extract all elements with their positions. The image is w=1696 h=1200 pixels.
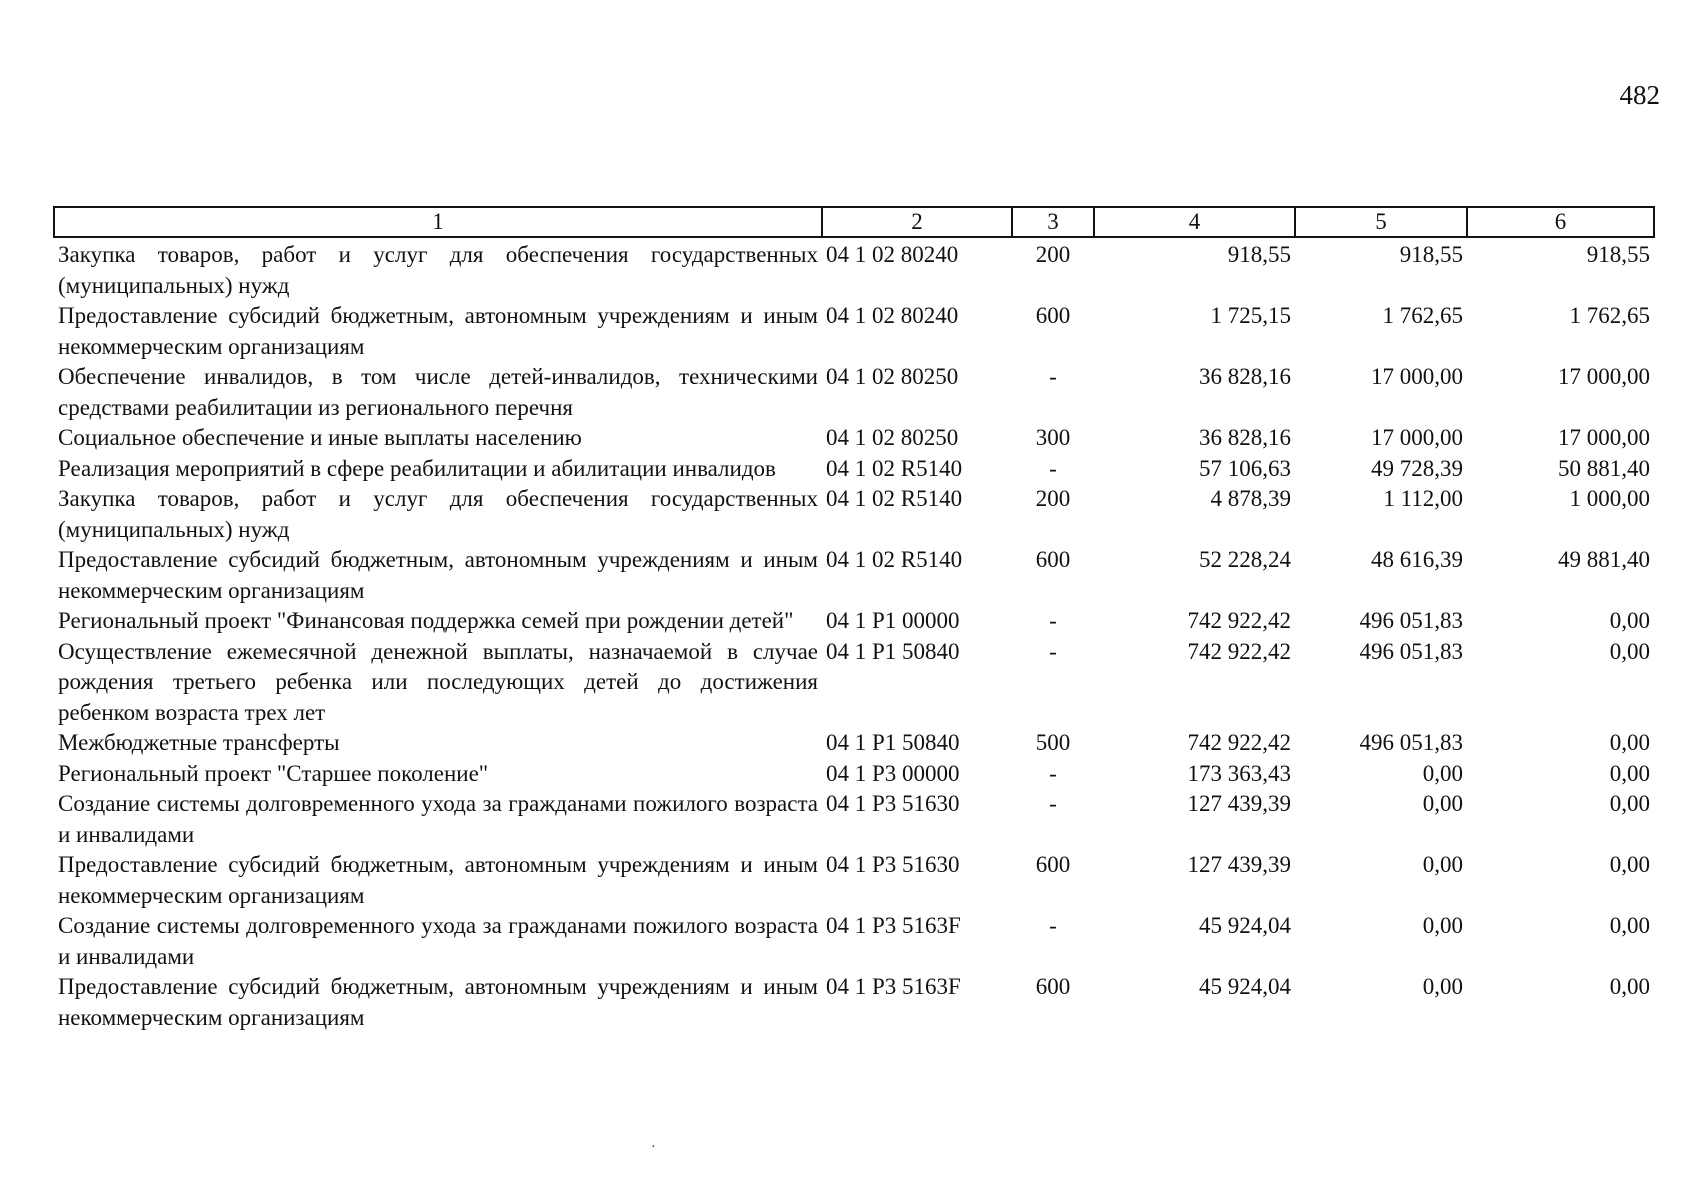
cell-value-5: 1 112,00 <box>1383 486 1463 511</box>
cell-name: Предоставление субсидий бюджетным, автономным учреждениям и иным некоммерческим организациям <box>58 303 818 359</box>
table-header <box>54 207 1654 237</box>
cell-name: Создание системы долговременного ухода за гражданами пожилого возраста и инвалидами <box>58 791 818 847</box>
cell-value-6: 17 000,00 <box>1558 364 1650 389</box>
cell-name: Закупка товаров, работ и услуг для обеспечения государственных (муниципальных) нужд <box>58 242 818 298</box>
table-row <box>54 850 1654 911</box>
cell-value-6: 0,00 <box>1609 608 1650 633</box>
cell-value-6: 50 881,40 <box>1558 455 1650 481</box>
cell-name: Социальное обеспечение и иные выплаты населению <box>58 425 582 450</box>
cell-value-5: 49 728,39 <box>1371 455 1463 481</box>
cell-type: - <box>1049 455 1057 481</box>
cell-value-4: 127 439,39 <box>1187 852 1291 877</box>
cell-type: 300 <box>1035 425 1071 450</box>
cell-value-4: 742 922,42 <box>1187 638 1291 664</box>
cell-value-5: 0,00 <box>1422 791 1463 816</box>
cell-code: 04 1 02 R5140 <box>826 455 963 481</box>
cell-value-5: 496 051,83 <box>1359 638 1463 664</box>
cell-code: 04 1 P1 50840 <box>826 638 960 664</box>
cell-value-6: 0,00 <box>1609 974 1650 999</box>
page-number: 482 <box>1619 80 1660 110</box>
cell-type: 600 <box>1035 852 1071 877</box>
header-col-5: 5 <box>1295 207 1467 237</box>
header-col-2: 2 <box>822 207 1012 237</box>
cell-value-4: 173 363,43 <box>1187 760 1291 786</box>
table-row <box>54 972 1654 1033</box>
cell-name: Обеспечение инвалидов, в том числе детей-инвалидов, техническими средствами реабилитации из регионального перечня <box>58 364 818 420</box>
header-col-3: 3 <box>1012 207 1094 237</box>
cell-value-5: 48 616,39 <box>1371 547 1463 572</box>
cell-value-6: 1 000,00 <box>1569 486 1650 511</box>
table-row <box>54 637 1654 729</box>
cell-name: Предоставление субсидий бюджетным, автономным учреждениям и иным некоммерческим организациям <box>58 547 818 603</box>
cell-code: 04 1 P3 51630 <box>826 852 960 877</box>
cell-value-4: 45 924,04 <box>1199 913 1291 938</box>
cell-value-5: 0,00 <box>1422 760 1463 786</box>
cell-code: 04 1 02 80250 <box>826 425 959 450</box>
cell-value-6: 918,55 <box>1586 242 1650 267</box>
cell-value-4: 1 725,15 <box>1210 303 1291 328</box>
cell-name: Региональный проект "Финансовая поддержка семей при рождении детей" <box>58 608 794 633</box>
cell-type: - <box>1049 608 1057 633</box>
cell-value-5: 0,00 <box>1422 913 1463 938</box>
cell-code: 04 1 P3 5163F <box>826 913 961 938</box>
table-row <box>54 454 1654 485</box>
cell-type: 200 <box>1035 486 1071 511</box>
cell-name: Межбюджетные трансферты <box>58 730 340 755</box>
cell-type: - <box>1049 638 1057 664</box>
header-col-6: 6 <box>1467 207 1654 237</box>
cell-name: Закупка товаров, работ и услуг для обеспечения государственных (муниципальных) нужд <box>58 486 818 542</box>
table-body <box>54 237 1654 1033</box>
cell-value-5: 0,00 <box>1422 974 1463 999</box>
table-row <box>54 484 1654 545</box>
cell-value-6: 1 762,65 <box>1569 303 1650 328</box>
table-row <box>54 911 1654 972</box>
cell-value-4: 742 922,42 <box>1187 608 1291 633</box>
cell-code: 04 1 P3 51630 <box>826 791 960 816</box>
cell-value-4: 127 439,39 <box>1187 791 1291 816</box>
cell-type: 600 <box>1035 303 1071 328</box>
cell-type: - <box>1049 913 1057 938</box>
scan-speck: · <box>651 1140 656 1155</box>
cell-code: 04 1 02 80240 <box>826 242 959 267</box>
cell-code: 04 1 02 80240 <box>826 303 959 328</box>
cell-code: 04 1 P3 5163F <box>826 974 961 999</box>
cell-code: 04 1 P1 00000 <box>826 608 960 633</box>
table-row <box>54 789 1654 850</box>
cell-name: Предоставление субсидий бюджетным, автономным учреждениям и иным некоммерческим организациям <box>58 974 818 1030</box>
cell-name: Осуществление ежемесячной денежной выплаты, назначаемой в случае рождения третьего ребенка или последующих детей до достижения ребенком возраста трех лет <box>58 638 818 725</box>
cell-value-4: 36 828,16 <box>1199 425 1291 450</box>
cell-value-5: 0,00 <box>1422 852 1463 877</box>
cell-type: 600 <box>1035 547 1071 572</box>
cell-value-4: 57 106,63 <box>1199 455 1291 481</box>
table-row <box>54 545 1654 606</box>
cell-type: 600 <box>1035 974 1071 999</box>
header-row <box>54 207 1654 237</box>
header-col-1: 1 <box>54 207 822 237</box>
cell-value-6: 0,00 <box>1609 913 1650 938</box>
cell-code: 04 1 02 R5140 <box>826 547 963 572</box>
cell-type: - <box>1049 760 1057 786</box>
cell-value-4: 52 228,24 <box>1199 547 1291 572</box>
cell-value-5: 918,55 <box>1399 242 1463 267</box>
cell-value-4: 36 828,16 <box>1199 364 1291 389</box>
cell-value-5: 496 051,83 <box>1359 730 1463 755</box>
budget-table <box>53 206 1655 1033</box>
cell-name: Предоставление субсидий бюджетным, автономным учреждениям и иным некоммерческим организациям <box>58 852 818 908</box>
table-row <box>54 606 1654 637</box>
cell-value-4: 742 922,42 <box>1187 730 1291 755</box>
cell-value-5: 1 762,65 <box>1382 303 1463 328</box>
cell-value-6: 0,00 <box>1609 760 1650 786</box>
cell-value-6: 0,00 <box>1609 638 1650 664</box>
cell-value-5: 17 000,00 <box>1371 425 1463 450</box>
cell-name: Региональный проект "Старшее поколение" <box>58 760 489 786</box>
cell-value-6: 0,00 <box>1609 791 1650 816</box>
cell-value-6: 0,00 <box>1609 730 1650 755</box>
cell-value-5: 496 051,83 <box>1359 608 1463 633</box>
cell-code: 04 1 02 R5140 <box>826 486 963 511</box>
cell-value-4: 918,55 <box>1227 242 1291 267</box>
table-row <box>54 301 1654 362</box>
cell-value-5: 17 000,00 <box>1371 364 1463 389</box>
table-row <box>54 237 1654 301</box>
header-col-4: 4 <box>1094 207 1295 237</box>
cell-code: 04 1 02 80250 <box>826 364 959 389</box>
cell-value-4: 45 924,04 <box>1199 974 1291 999</box>
cell-type: 500 <box>1035 730 1071 755</box>
cell-code: 04 1 P3 00000 <box>826 760 960 786</box>
table-row <box>54 423 1654 454</box>
table-row <box>54 728 1654 759</box>
cell-value-6: 0,00 <box>1609 852 1650 877</box>
cell-type: - <box>1049 364 1057 389</box>
cell-value-6: 17 000,00 <box>1558 425 1650 450</box>
cell-name: Создание системы долговременного ухода за гражданами пожилого возраста и инвалидами <box>58 913 818 969</box>
cell-value-4: 4 878,39 <box>1210 486 1291 511</box>
table-row <box>54 362 1654 423</box>
cell-type: 200 <box>1035 242 1071 267</box>
cell-type: - <box>1049 791 1057 816</box>
cell-value-6: 49 881,40 <box>1558 547 1650 572</box>
table-row <box>54 759 1654 790</box>
cell-code: 04 1 P1 50840 <box>826 730 960 755</box>
cell-name: Реализация мероприятий в сфере реабилитации и абилитации инвалидов <box>58 455 776 481</box>
